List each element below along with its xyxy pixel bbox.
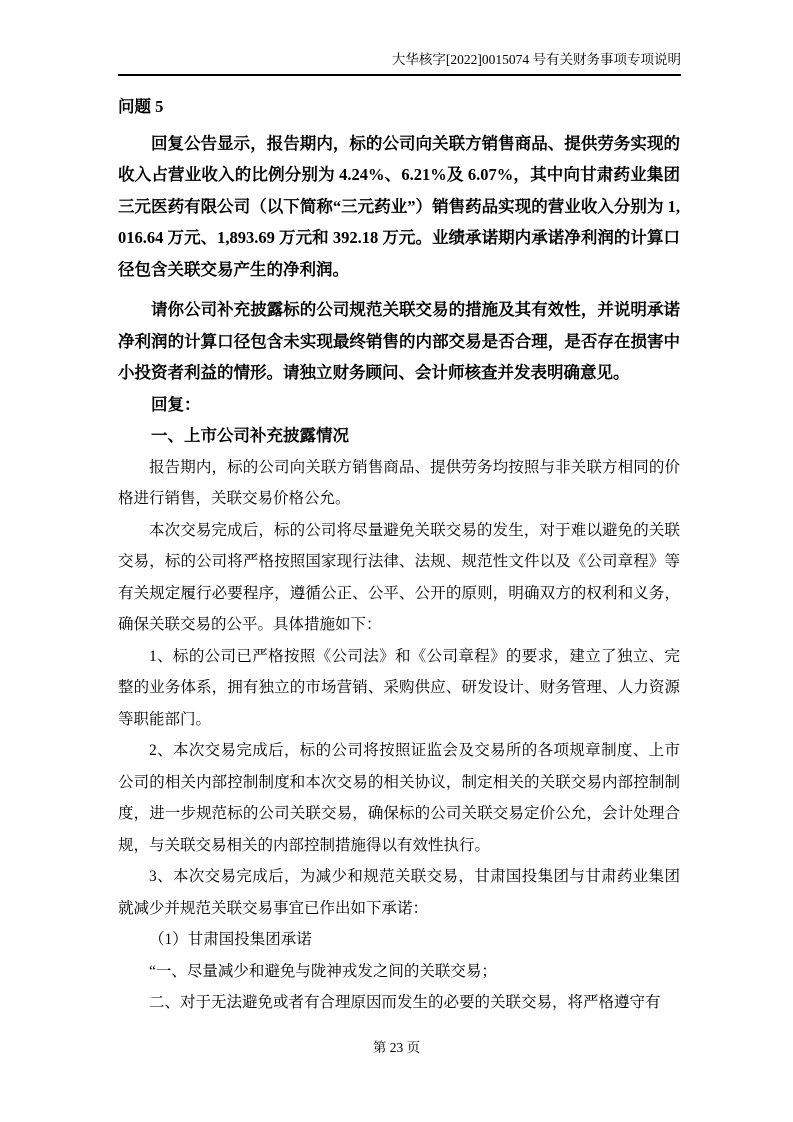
document-body	[118, 91, 680, 1019]
paragraph-commitment-item-1: “一、尽量减少和避免与陇神戎发之间的关联交易；	[149, 962, 497, 980]
paragraph-measure-3: 3、本次交易完成后，为减少和规范关联交易，甘肃国投集团与甘肃药业集团就减少并规范关联交易事宜已作出如下承诺：	[118, 868, 680, 917]
paragraph-avoid-related-transactions: 本次交易完成后，标的公司将尽量避免关联交易的发生，对于难以避免的关联交易，标的公司将严格按照国家现行法律、法规、规范性文件以及《公司章程》等有关规定履行必要程序，遵循公正、公平、公开的原则，明确双方的权利和义务，确保关联交易的公平。具体措施如下：	[118, 521, 680, 633]
header-reference-text: 大华核字[2022]0015074 号有关财务事项专项说明	[391, 52, 681, 67]
paragraph-announcement-summary: 回复公告显示，报告期内，标的公司向关联方销售商品、提供劳务实现的收入占营业收入的比例分别为 4.24%、6.21%及 6.07%，其中向甘肃药业集团三元医药有限公司（以下简称“三元药业”）销售药品实现的营业收入分别为 1,016.64 万元、1,893.69 万元和 392.18 万元。业绩承诺期内承诺净利润的计算口径包含关联交易产生的净利润。	[118, 133, 680, 279]
paragraph-request: 请你公司补充披露标的公司规范关联交易的措施及其有效性，并说明承诺净利润的计算口径包含未实现最终销售的内部交易是否合理，是否存在损害中小投资者利益的情形。请独立财务顾问、会计师核查并发表明确意见。	[118, 300, 680, 382]
paragraph-commitment-item-2: 二、对于无法避免或者有合理原因而发生的必要的关联交易，将严格遵守有	[149, 994, 661, 1011]
question-title: 问题 5	[118, 97, 164, 116]
paragraph-fair-pricing: 报告期内，标的公司向关联方销售商品、提供劳务均按照与非关联方相同的价格进行销售，关联交易价格公允。	[118, 458, 680, 507]
paragraph-measure-2: 2、本次交易完成后，标的公司将按照证监会及交易所的各项规章制度、上市公司的相关内部控制制度和本次交易的相关协议，制定相关的关联交易内部控制制度，进一步规范标的公司关联交易，确保标的公司关联交易定价公允，会计处理合规，与关联交易相关的内部控制措施得以有效性执行。	[118, 742, 680, 854]
section-heading-supplementary-disclosure: 一、上市公司补充披露情况	[151, 426, 349, 445]
page-footer	[0, 1035, 793, 1061]
page-header	[118, 50, 681, 76]
page-number: 第 23 页	[372, 1040, 421, 1055]
paragraph-reply-label: 回复：	[151, 394, 201, 414]
paragraph-measure-1: 1、标的公司已严格按照《公司法》和《公司章程》的要求，建立了独立、完整的业务体系，拥有独立的市场营销、采购供应、研发设计、财务管理、人力资源等职能部门。	[118, 647, 680, 728]
paragraph-commitment-heading: （1）甘肃国投集团承诺	[149, 931, 312, 948]
